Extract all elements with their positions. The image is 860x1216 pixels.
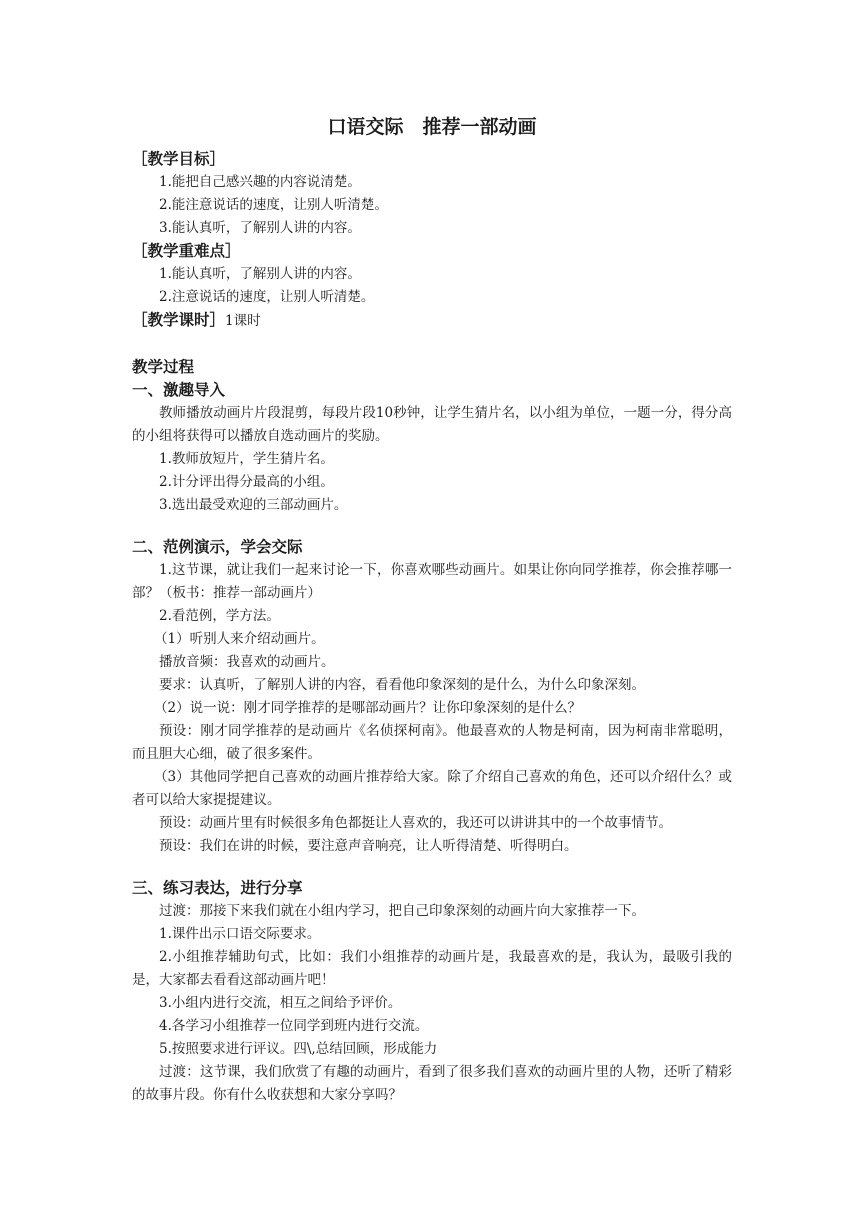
goal-item: 1.能把自己感兴趣的内容说清楚。 — [159, 174, 361, 190]
process-heading: 教学过程 — [132, 358, 195, 376]
part2-paragraph: 2.看范例，学方法。 — [159, 608, 280, 624]
part3-paragraph: 5.按照要求进行评议。四\,总结回顾，形成能力 — [159, 1041, 438, 1057]
part2-heading: 二、范例演示，学会交际 — [132, 538, 303, 556]
part1-item: 2.计分评出得分最高的小组。 — [159, 474, 334, 490]
goal-item: 3.能认真听，了解别人讲的内容。 — [159, 220, 361, 236]
part3-paragraph: 3.小组内进行交流，相互之间给予评价。 — [159, 995, 402, 1011]
part2-paragraph: 预设：动画片里有时候很多角色都挺让人喜欢的，我还可以讲讲其中的一个故事情节。 — [159, 815, 672, 831]
part3-paragraph: 过渡：那接下来我们就在小组内学习，把自己印象深刻的动画片向大家推荐一下。 — [159, 903, 645, 919]
part2-paragraph: （1）听别人来介绍动画片。 — [154, 631, 325, 647]
part1-heading: 一、激趣导入 — [132, 381, 226, 399]
part2-paragraph: 播放音频：我喜欢的动画片。 — [159, 654, 335, 670]
part2-paragraph: （2）说一说：刚才同学推荐的是哪部动画片？让你印象深刻的是什么？ — [154, 700, 582, 716]
part2-paragraph: 预设：我们在讲的时候，要注意声音响亮，让人听得清楚、听得明白。 — [159, 838, 578, 854]
hours-row — [132, 309, 732, 333]
part2-paragraph: 要求：认真听，了解别人讲的内容，看看他印象深刻的是什么，为什么印象深刻。 — [159, 677, 645, 693]
difficulty-item: 1.能认真听，了解别人讲的内容。 — [159, 266, 361, 282]
part3-heading: 三、练习表达，进行分享 — [132, 879, 303, 897]
hours-heading: ［教学课时］ — [132, 311, 226, 329]
part2-paragraph: 1.这节课，就让我们一起来讨论一下，你喜欢哪些动画片。如果让你向同学推荐，你会推荐哪一部？（板书：推荐一部动画片） — [132, 562, 732, 601]
document-title: 口语交际 推荐一部动画 — [327, 116, 537, 138]
goals-heading: ［教学目标］ — [132, 150, 226, 168]
goal-item: 2.能注意说话的速度，让别人听清楚。 — [159, 197, 388, 213]
difficulties-heading: ［教学重难点］ — [132, 242, 241, 260]
hours-value: 1课时 — [225, 313, 261, 329]
part2-paragraph: （3）其他同学把自己喜欢的动画片推荐给大家。除了介绍自己喜欢的角色，还可以介绍什么？或者可以给大家提提建议。 — [132, 769, 732, 808]
part3-paragraph: 2.小组推荐辅助句式，比如：我们小组推荐的动画片是，我最喜欢的是，我认为，最吸引我的是，大家都去看看这部动画片吧！ — [132, 949, 732, 988]
part1-item: 1.教师放短片，学生猜片名。 — [159, 451, 334, 467]
difficulty-item: 2.注意说话的速度，让别人听清楚。 — [159, 289, 375, 305]
document-page — [132, 112, 732, 1107]
part2-paragraph: 预设：刚才同学推荐的是动画片《名侦探柯南》。他最喜欢的人物是柯南，因为柯南非常聪明，而且胆大心细，破了很多案件。 — [132, 723, 732, 762]
part3-paragraph: 4.各学习小组推荐一位同学到班内进行交流。 — [159, 1018, 429, 1034]
part1-item: 3.选出最受欢迎的三部动画片。 — [159, 497, 348, 513]
part1-intro: 教师播放动画片片段混剪，每段片段10秒钟，让学生猜片名，以小组为单位，一题一分，得分高的小组将获得可以播放自选动画片的奖励。 — [132, 405, 732, 444]
part3-paragraph: 1.课件出示口语交际要求。 — [159, 926, 321, 942]
part3-paragraph: 过渡：这节课，我们欣赏了有趣的动画片，看到了很多我们喜欢的动画片里的人物，还听了精彩的故事片段。你有什么收获想和大家分享吗？ — [132, 1064, 732, 1103]
